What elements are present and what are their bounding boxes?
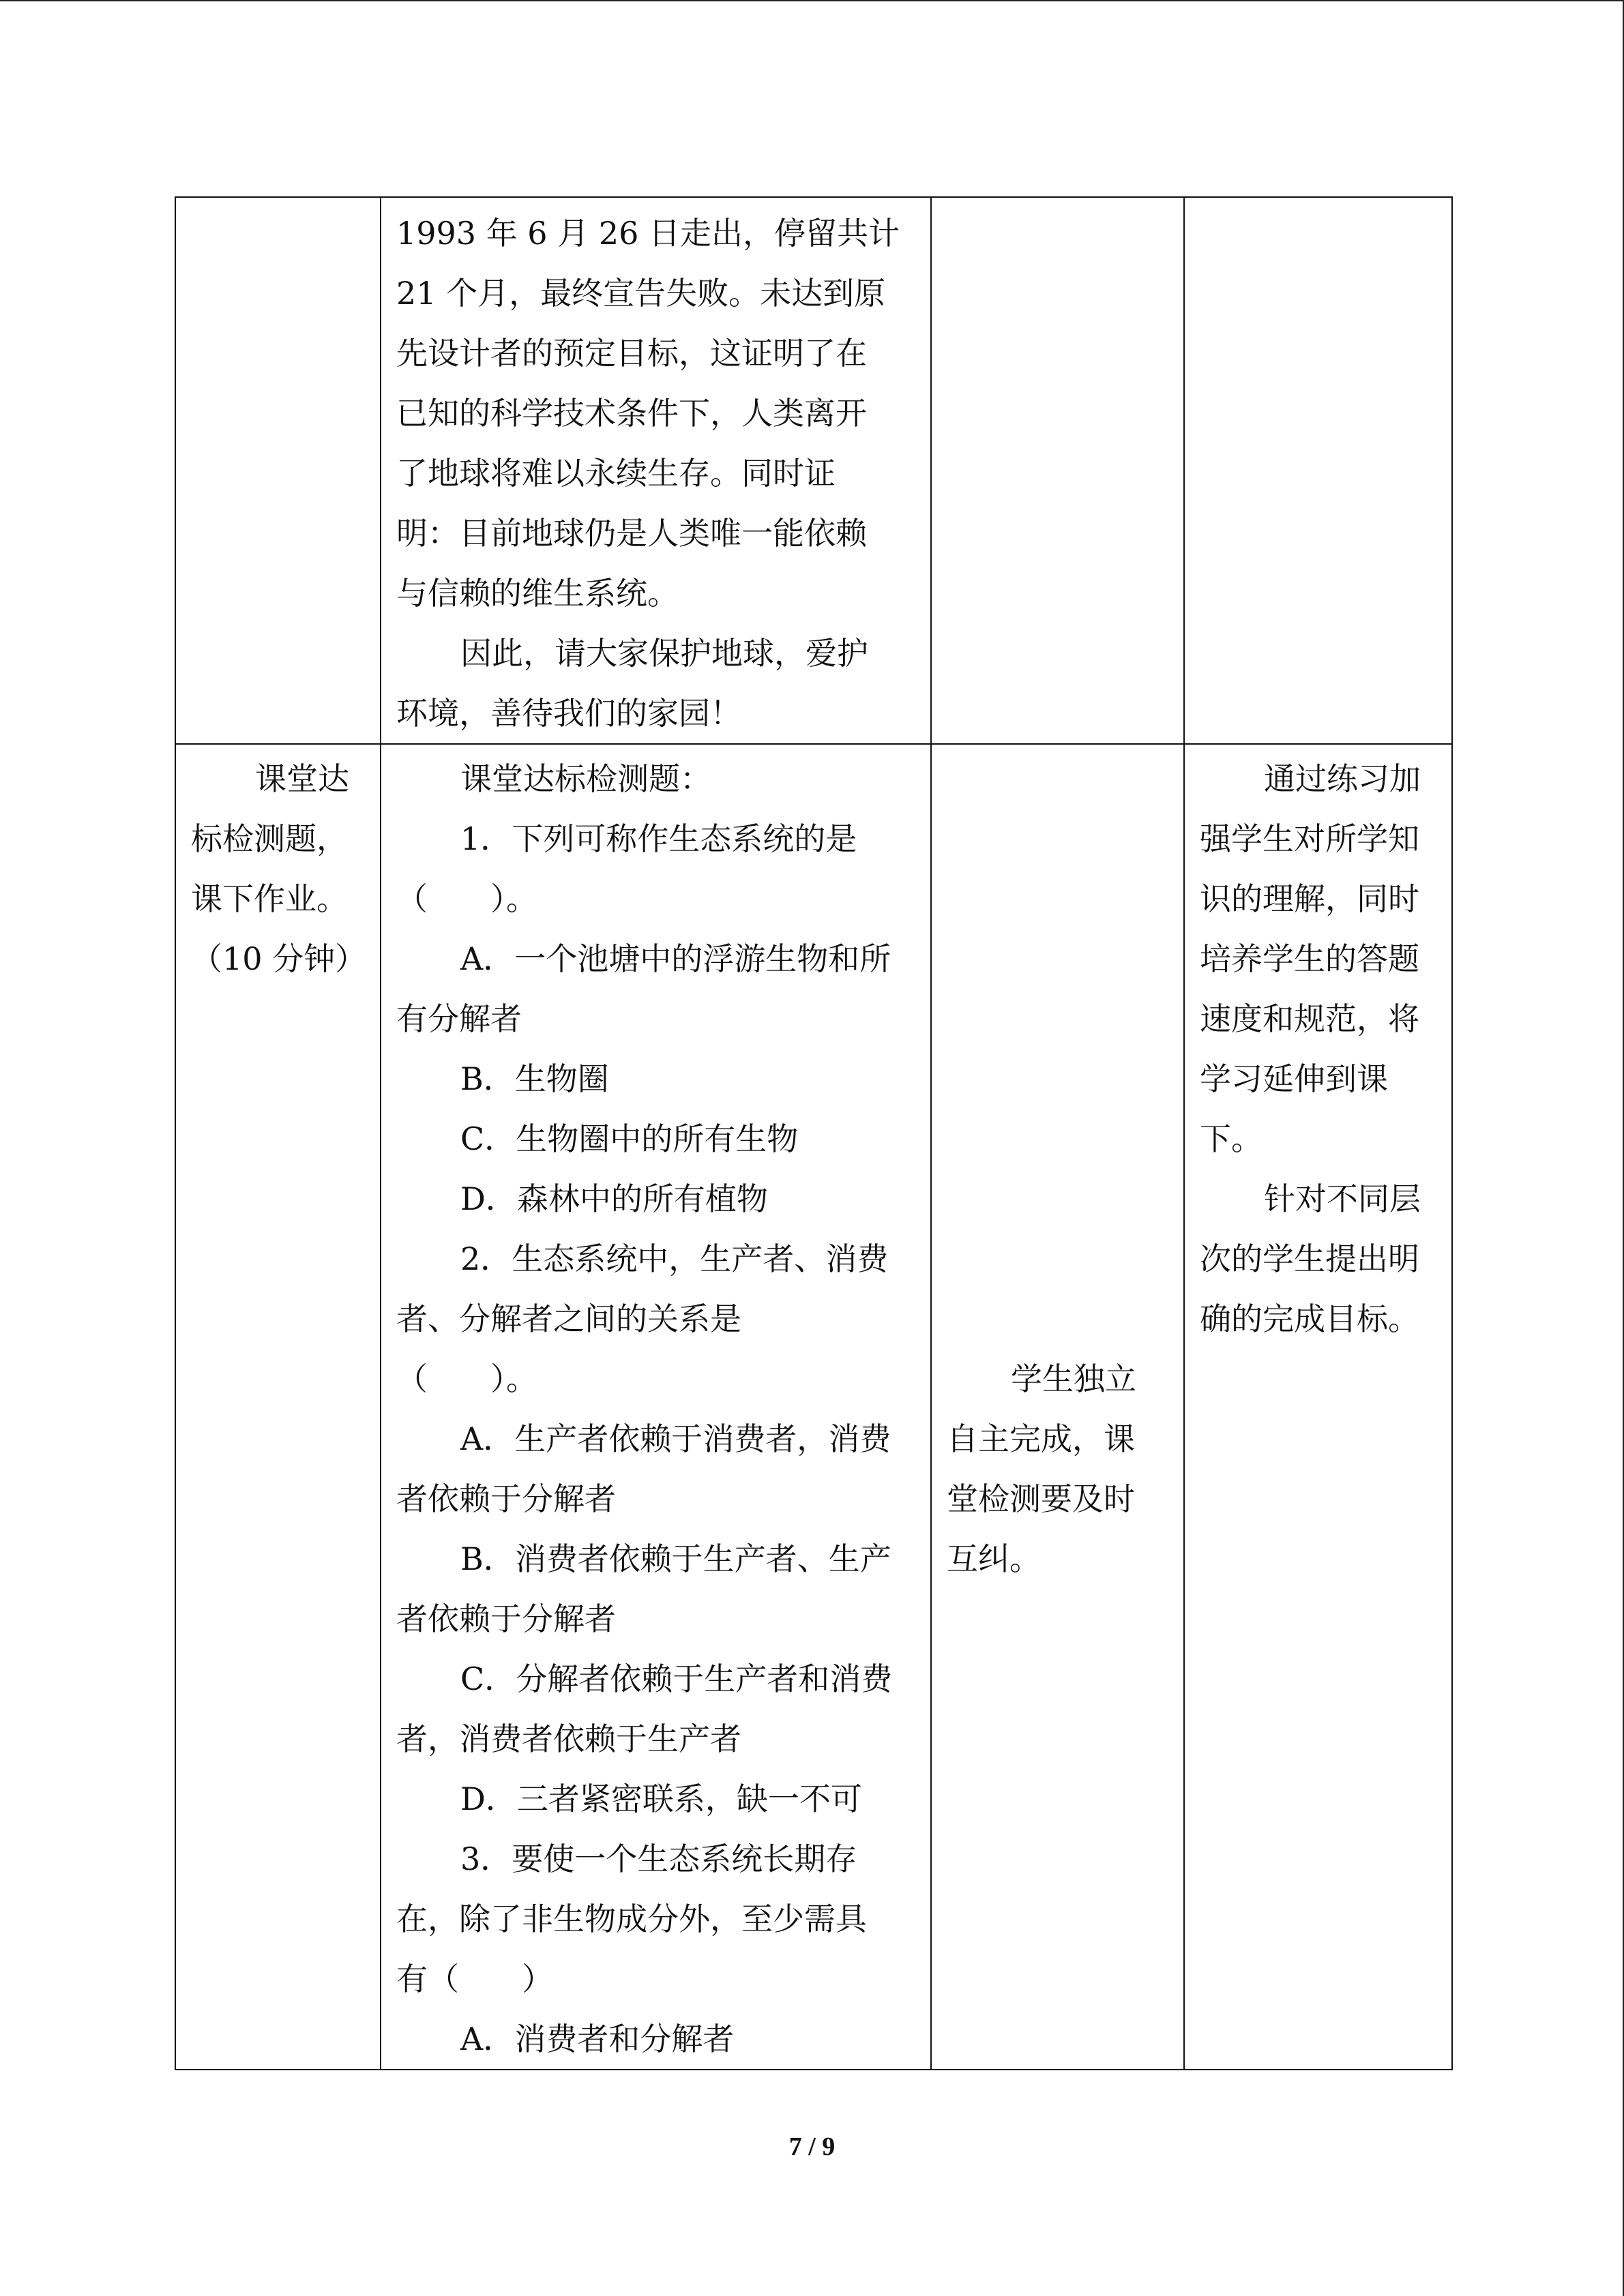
text-line: 1．下列可称作生态系统的是 <box>460 820 857 857</box>
text-line: 有分解者 <box>396 1000 522 1037</box>
text-line: 速度和规范，将 <box>1200 1000 1419 1037</box>
text-line: D．森林中的所有植物 <box>460 1180 768 1217</box>
design-intent-cell <box>1184 744 1452 2070</box>
text-line: 学生独立 <box>1011 1360 1136 1397</box>
text-line: A．消费者和分解者 <box>460 2021 735 2057</box>
text-line: 课下作业。 <box>191 880 348 917</box>
text-line: 次的学生提出明 <box>1200 1240 1419 1277</box>
text-line: 强学生对所学知 <box>1200 820 1419 857</box>
text-line: 了地球将难以永续生存。同时证 <box>396 455 836 492</box>
text-line: 1993 年 6 月 26 日走出，停留共计 <box>396 215 900 252</box>
text-line: 堂检测要及时 <box>947 1480 1135 1517</box>
text-line: 自主完成，课 <box>947 1420 1135 1457</box>
text-line: 者依赖于分解者 <box>396 1600 616 1637</box>
text-line: B．消费者依赖于生产者、生产 <box>460 1540 891 1577</box>
table-row-continuation <box>175 197 1452 744</box>
text-line: 已知的科学技术条件下，人类离开 <box>396 395 867 432</box>
text-line: 确的完成目标。 <box>1200 1300 1419 1337</box>
design-intent-text <box>1200 749 1436 1349</box>
text-line: 通过练习加 <box>1264 760 1421 797</box>
text-line: 环境，善待我们的家园！ <box>396 695 741 732</box>
quiz-questions <box>396 749 915 2069</box>
text-line: 者，消费者依赖于生产者 <box>396 1720 741 1757</box>
text-line: 明：目前地球仍是人类唯一能依赖 <box>396 515 867 552</box>
student-activity-cell <box>931 744 1184 2070</box>
text-line: 因此，请大家保护地球，爱护 <box>460 635 868 672</box>
text-line: （ ）。 <box>396 1360 537 1397</box>
design-intent-cell-empty <box>1184 197 1452 744</box>
text-line: A．生产者依赖于消费者，消费 <box>460 1420 891 1457</box>
text-line: A．一个池塘中的浮游生物和所 <box>460 940 891 977</box>
text-line: 2．生态系统中，生产者、消费 <box>460 1240 889 1277</box>
text-line: 先设计者的预定目标，这证明了在 <box>396 335 867 372</box>
text-line: （ ）。 <box>396 880 537 917</box>
table-row-classroom-test <box>175 744 1452 2070</box>
text-line: 在，除了非生物成分外，至少需具 <box>396 1900 867 1937</box>
text-line: 识的理解，同时 <box>1200 880 1419 917</box>
student-activity-text <box>947 1349 1168 1589</box>
lesson-plan-table <box>175 196 1453 2070</box>
text-line: 课堂达标检测题： <box>460 760 711 797</box>
text-line: 21 个月，最终宣告失败。未达到原 <box>396 275 886 312</box>
text-line: 与信赖的维生系统。 <box>396 575 679 612</box>
text-line: 学习延伸到课 <box>1200 1060 1388 1097</box>
text-line: （10 分钟） <box>191 940 367 977</box>
text-line: 互纠。 <box>947 1540 1041 1577</box>
text-line: D．三者紧密联系，缺一不可 <box>460 1780 862 1817</box>
text-line: 3．要使一个生态系统长期存 <box>460 1840 857 1877</box>
page-top-border <box>0 0 1624 1</box>
page-number: 7 / 9 <box>788 2132 836 2161</box>
text-line: 者依赖于分解者 <box>396 1480 616 1517</box>
text-line: 课堂达 <box>255 760 349 797</box>
teacher-activity-cell <box>381 744 931 2070</box>
stage-text <box>191 749 365 989</box>
text-line: 有（ ） <box>396 1960 553 1997</box>
text-line: B．生物圈 <box>460 1060 609 1097</box>
text-line: C．分解者依赖于生产者和消费 <box>460 1660 893 1697</box>
text-line: 培养学生的答题 <box>1200 940 1419 977</box>
stage-cell <box>175 744 381 2070</box>
text-line: C．生物圈中的所有生物 <box>460 1120 799 1157</box>
text-line: 下。 <box>1200 1120 1263 1157</box>
stage-cell-empty <box>175 197 381 744</box>
text-line: 者、分解者之间的关系是 <box>396 1300 741 1337</box>
text-line: 针对不同层 <box>1264 1180 1421 1217</box>
teacher-activity-cell <box>381 197 931 744</box>
student-activity-cell-empty <box>931 197 1184 744</box>
text-line: 标检测题， <box>191 820 348 857</box>
